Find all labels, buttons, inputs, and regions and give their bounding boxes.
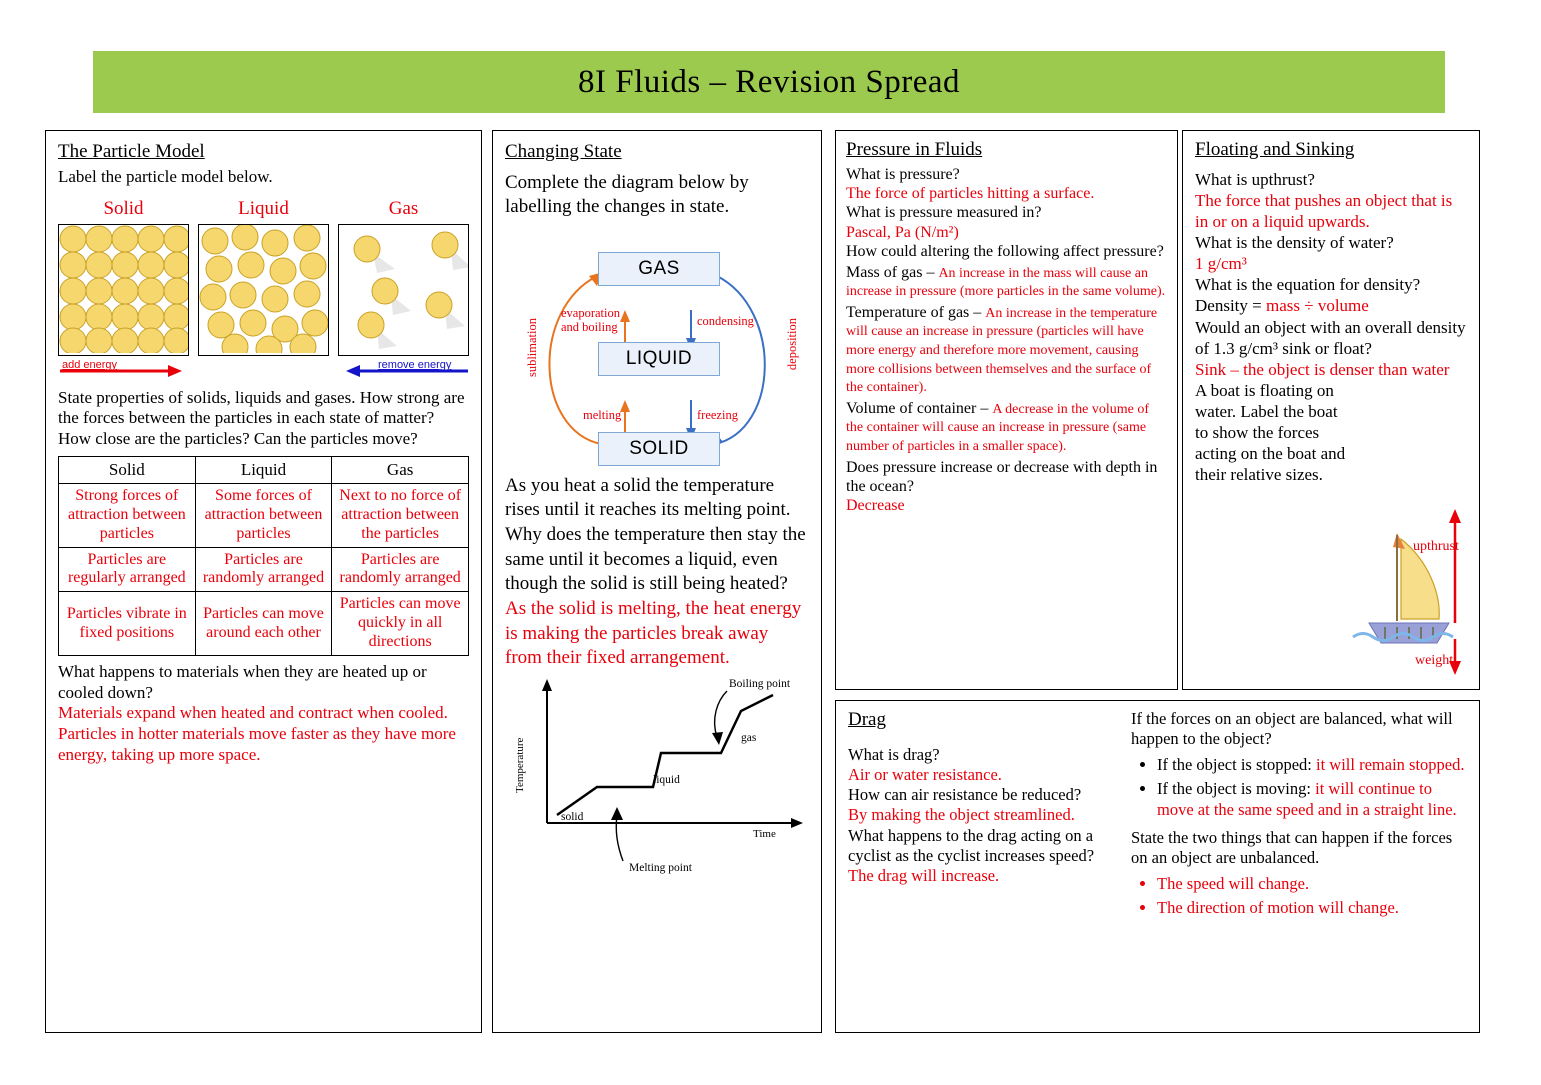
- diagram-liquid: [198, 224, 329, 356]
- solid-particles-icon: [59, 225, 189, 353]
- drag-a2: By making the object streamlined.: [848, 805, 1075, 825]
- sailing-boat-icon: [1345, 503, 1473, 683]
- heating-cooling-answer: Materials expand when heated and contract when cooled. Particles in hotter materials move faster as they have more energy, taking up more space.: [58, 703, 456, 764]
- changing-state-heading: Changing State: [505, 141, 622, 162]
- table-row: [59, 547, 469, 592]
- svg-text:Boiling point: Boiling point: [729, 678, 791, 691]
- label-evaporation-boiling: evaporation and boiling: [561, 305, 621, 334]
- list-item: • The speed will change.: [1157, 874, 1469, 894]
- cell-movement-gas: Particles can move quickly in all directions: [332, 592, 469, 656]
- cell-forces-gas: Next to no force of attraction between the particles: [332, 483, 469, 547]
- table-row: [59, 592, 469, 656]
- cell-movement-liquid: Particles can move around each other: [195, 592, 332, 656]
- section-pressure-in-fluids: [835, 130, 1178, 690]
- state-label-liquid: Liquid: [238, 197, 289, 219]
- pressure-heading: Pressure in Fluids: [846, 139, 983, 160]
- drag-q2: How can air resistance be reduced?: [848, 785, 1082, 805]
- balanced-bullet2-q: If the object is moving:: [1157, 779, 1316, 799]
- pressure-factor-temperature: Temperature of gas – An increase in the temperature will cause an increase in pressure (particles will have more energy and therefore more movement, causing more collisions between themselves and the surface of the container).: [846, 303, 1158, 396]
- list-item: [1157, 755, 1469, 775]
- page-title-banner: [93, 51, 1445, 113]
- floating-q1: What is upthrust?: [1195, 170, 1315, 189]
- svg-text:Temperature: Temperature: [514, 737, 526, 794]
- floating-q3: What is the equation for density?: [1195, 275, 1421, 295]
- page-title: 8I Fluids – Revision Spread: [578, 63, 960, 100]
- svg-text:Time: Time: [753, 828, 776, 841]
- floating-a2: 1 g/cm³: [1195, 254, 1247, 274]
- particle-model-heading: The Particle Model: [58, 141, 205, 162]
- col-header-solid: Solid: [59, 456, 196, 483]
- section-floating-sinking: [1182, 130, 1480, 690]
- changing-state-instruction: Complete the diagram below by labelling the changes in state.: [505, 172, 749, 218]
- svg-text:Melting point: Melting point: [629, 862, 692, 875]
- drag-heading: Drag: [848, 709, 886, 730]
- balanced-bullets: [1135, 755, 1469, 819]
- balanced-bullet1-a: it will remain stopped.: [1316, 755, 1465, 775]
- heating-curve-icon: [505, 675, 811, 875]
- col-header-liquid: Liquid: [195, 456, 332, 483]
- heating-curve-graph: [505, 675, 809, 875]
- factor-answer-volume: A decrease in the volume of the container will cause an increase in pressure (same number of particles in a smaller space).: [846, 401, 1150, 454]
- state-label-row: [58, 198, 469, 220]
- list-item: • The direction of motion will change.: [1157, 898, 1469, 918]
- floating-q5: A boat is floating on water. Label the boat to show the forces acting on the boat and their relative sizes.: [1195, 380, 1346, 485]
- pressure-q1: What is pressure?: [846, 166, 960, 183]
- unbalanced-answers: [1135, 874, 1469, 918]
- balanced-bullet1-q: If the object is stopped:: [1157, 755, 1317, 775]
- pressure-depth-answer: Decrease: [846, 497, 905, 515]
- section-drag-and-forces: [835, 700, 1480, 1033]
- liquid-particles-icon: [199, 225, 329, 353]
- state-box-gas: GAS: [598, 252, 720, 286]
- factor-label-volume: Volume of container: [846, 399, 977, 417]
- section-changing-state: [492, 130, 822, 1033]
- drag-column: [848, 709, 1113, 886]
- diagram-gas: [338, 224, 469, 356]
- state-label-gas: Gas: [388, 197, 419, 219]
- label-upthrust: upthrust: [1413, 539, 1459, 554]
- drag-a3: The drag will increase.: [848, 865, 1000, 885]
- cell-forces-liquid: Some forces of attraction between particles: [195, 483, 332, 547]
- drag-q1: What is drag?: [848, 745, 940, 764]
- svg-text:liquid: liquid: [653, 774, 680, 787]
- remove-energy-label: remove energy: [378, 358, 452, 371]
- label-melting: melting: [583, 407, 622, 422]
- cell-arrangement-solid: Particles are regularly arranged: [59, 547, 196, 592]
- state-change-diagram: [505, 230, 809, 462]
- cell-arrangement-liquid: Particles are randomly arranged: [195, 547, 332, 592]
- label-weight: weight: [1415, 653, 1454, 668]
- particle-properties-table: [58, 456, 469, 656]
- cell-arrangement-gas: Particles are randomly arranged: [332, 547, 469, 592]
- cell-movement-solid: Particles vibrate in fixed positions: [59, 592, 196, 656]
- table-header-row: [59, 456, 469, 483]
- table-row: [59, 483, 469, 547]
- particle-diagrams: [58, 224, 469, 356]
- pressure-depth-question: Does pressure increase or decrease with depth in the ocean?: [846, 459, 1158, 496]
- label-condensing: condensing: [697, 313, 754, 328]
- state-box-liquid: LIQUID: [598, 342, 720, 376]
- boat-force-diagram: [1345, 503, 1473, 683]
- state-label-solid: Solid: [103, 197, 144, 219]
- gas-particles-icon: [339, 225, 469, 353]
- floating-a1: The force that pushes an object that is in or on a liquid upwards.: [1195, 191, 1453, 232]
- energy-arrows: [58, 360, 469, 382]
- density-equation-prefix: Density =: [1195, 296, 1266, 316]
- label-freezing: freezing: [697, 407, 738, 422]
- floating-q2: What is the density of water?: [1195, 233, 1394, 253]
- balanced-forces-column: [1131, 709, 1469, 924]
- drag-a1: Air or water resistance.: [848, 765, 1002, 785]
- floating-q4: Would an object with an overall density of 1.3 g/cm³ sink or float?: [1195, 317, 1466, 358]
- melting-point-answer: As the solid is melting, the heat energy is making the particles break away from their fixed arrangement.: [505, 598, 802, 669]
- factor-answer-mass: An increase in the mass will cause an increase in pressure (more particles in the same volume).: [846, 265, 1166, 300]
- cell-forces-solid: Strong forces of attraction between particles: [59, 483, 196, 547]
- label-sublimation: sublimation: [525, 317, 539, 377]
- factor-label-temperature: Temperature of gas: [846, 303, 970, 321]
- add-energy-label: add energy: [62, 358, 118, 371]
- col-header-gas: Gas: [332, 456, 469, 483]
- factor-answer-temperature: An increase in the temperature will cause an increase in pressure (particles will have more energy and therefore more movement, causing more collisions between themselves and the surface of the container).: [846, 305, 1158, 396]
- balanced-bullet2-a: it will continue to move at the same speed and in a straight line.: [1157, 779, 1457, 819]
- pressure-factor-mass: Mass of gas – An increase in the mass will cause an increase in pressure (more particles in the same volume).: [846, 263, 1166, 300]
- pressure-q3: How could altering the following affect pressure?: [846, 242, 1164, 260]
- svg-text:solid: solid: [561, 811, 584, 824]
- pressure-a1: The force of particles hitting a surface.: [846, 185, 1095, 203]
- floating-heading: Floating and Sinking: [1195, 139, 1355, 160]
- particle-model-instruction: Label the particle model below.: [58, 167, 273, 186]
- particle-model-question: State properties of solids, liquids and gases. How strong are the forces between the particles in each state of matter? How close are the particles? Can the particles move?: [58, 387, 465, 449]
- floating-a3-line: [1195, 295, 1467, 316]
- density-equation-answer: mass ÷ volume: [1265, 296, 1369, 316]
- pressure-q2: What is pressure measured in?: [846, 204, 1042, 222]
- pressure-factor-volume: Volume of container – A decrease in the volume of the container will cause an increase in pressure (same number of particles in a smaller space).: [846, 399, 1150, 454]
- factor-label-mass: Mass of gas: [846, 263, 923, 281]
- list-item: [1157, 779, 1469, 819]
- label-deposition: deposition: [785, 317, 799, 370]
- diagram-solid: [58, 224, 189, 356]
- svg-text:gas: gas: [741, 732, 757, 745]
- melting-point-question: As you heat a solid the temperature rises until it reaches its melting point. Why does the temperature then stay the same until it becomes a liquid, even though the solid is still being heated?: [505, 474, 806, 595]
- drag-q3: What happens to the drag acting on a cyclist as the cyclist increases speed?: [848, 825, 1095, 865]
- heating-cooling-question: What happens to materials when they are heated up or cooled down?: [58, 661, 427, 702]
- floating-a4: Sink – the object is denser than water: [1195, 359, 1450, 379]
- pressure-a2: Pascal, Pa (N/m²): [846, 223, 959, 241]
- state-box-solid: SOLID: [598, 432, 720, 466]
- unbalanced-question: State the two things that can happen if the forces on an object are unbalanced.: [1131, 827, 1453, 867]
- section-particle-model: [45, 130, 482, 1033]
- balanced-question: If the forces on an object are balanced, what will happen to the object?: [1131, 709, 1453, 749]
